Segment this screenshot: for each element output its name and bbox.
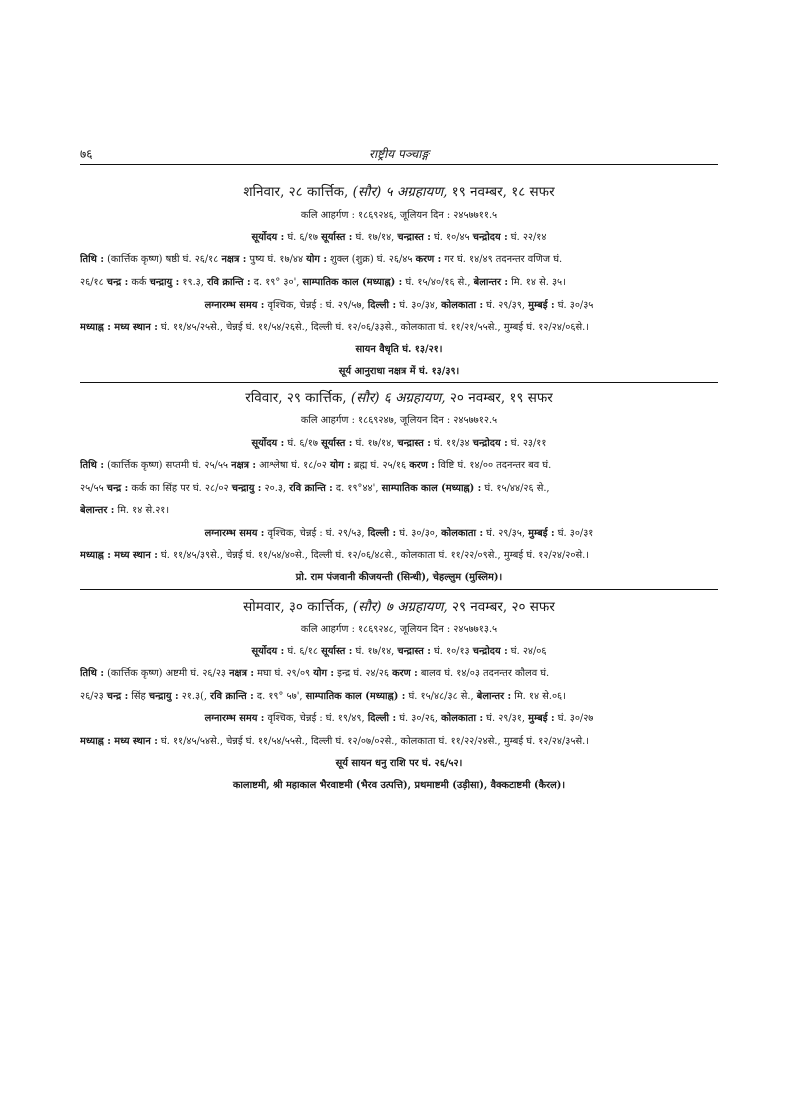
suryoday-value: घं. ६/१८ [284, 646, 322, 657]
suryoday-value: घं. ६/१७ [284, 232, 322, 243]
extra-text: सायन वैधृति घं. १३/२१। [355, 344, 443, 355]
chandrayu-label: चन्द्रायु : [231, 483, 262, 494]
karan-continued: २६/१८ [80, 277, 107, 288]
karan-label: करण : [392, 668, 418, 679]
kolkata-label: कोलकाता : [441, 300, 484, 311]
chandra-line [80, 687, 718, 707]
karan-continued: २५/५५ [80, 483, 107, 494]
mumbai-label: मुम्बई : [528, 528, 555, 539]
tithi-label: तिथि : [80, 254, 104, 265]
tithi-value: (कार्त्तिक कृष्ण) षष्ठी घं. २६/१८ [103, 254, 222, 265]
suryoday-label: सूर्योदय : [251, 438, 285, 449]
kali-text: कलि आहर्गण : १८६९२४६, जूलियन दिन : २४५७७११.५ [300, 210, 498, 221]
extra-line [80, 340, 718, 360]
madhya-value: घं. ११/४५/५४से., चेन्नई घं. ११/५४/५५से., दिल्ली घं. १२/०७/०२से., कोलकाता घं. ११/२२/२४से., मुम्बई घं. १२/२४/३५से.। [157, 736, 589, 747]
lagna-chennai: वृश्चिक, चेन्नई : घं. २९/५३, [264, 528, 368, 539]
tithi-line [80, 664, 718, 684]
entry-divider [80, 589, 718, 590]
mumbai-label: मुम्बई : [528, 300, 555, 311]
lagna-label: लग्नारम्भ समय : [204, 300, 265, 311]
belantar-value: मि. १४ से. ३५। [508, 277, 566, 288]
chandroday-label: चन्द्रोदय : [472, 646, 508, 657]
madhya-label: मध्याह्न : मध्य स्थान : [80, 322, 158, 333]
chandra-value: कर्क का सिंह पर घं. २८/०२ [128, 483, 232, 494]
madhya-line [80, 546, 718, 566]
heading-greg: २० नवम्बर, १९ सफर [445, 390, 553, 406]
tithi-value: (कार्त्तिक कृष्ण) अष्टमी घं. २६/२३ [103, 668, 230, 679]
nakshatra-label: नक्षत्र : [231, 460, 257, 471]
madhya-value: घं. ११/४५/२५से., चेन्नई घं. ११/५४/२६से., दिल्ली घं. १२/०६/३३से., कोलकाता घं. ११/२१/५५से., मुम्बई घं. १२/२४/०६से.। [157, 322, 589, 333]
lagna-chennai: वृश्चिक, चेन्नई : घं. २९/५७, [264, 300, 368, 311]
chandra-label: चन्द्र : [106, 483, 129, 494]
nakshatra-value: आश्लेषा घं. १८/०२ [256, 460, 330, 471]
sampatik-value: घं. १५/४०/१६ से., [402, 277, 474, 288]
kranti-value: द. १९°४४', [332, 483, 382, 494]
chandra-line [80, 479, 718, 499]
mumbai-label: मुम्बई : [528, 713, 555, 724]
chandrast-label: चन्द्रास्त : [397, 646, 431, 657]
kolkata-label: कोलकाता : [441, 528, 484, 539]
kranti-label: रवि क्रान्ति : [210, 691, 254, 702]
mumbai-value: घं. ३०/२७ [554, 713, 594, 724]
chandrayu-label: चन्द्रायु : [149, 277, 180, 288]
kolkata-value: घं. २९/३५, [483, 528, 529, 539]
tithi-line [80, 250, 718, 270]
extra-text: सूर्य आनुराधा नक्षत्र में घं. १३/३९। [338, 366, 460, 377]
heading-date: रविवार, २९ कार्त्तिक, [245, 390, 351, 406]
tithi-label: तिथि : [80, 668, 104, 679]
suryoday-value: घं. ६/१७ [284, 438, 322, 449]
chandra-line [80, 273, 718, 293]
delhi-value: घं. ३०/३०, [396, 528, 442, 539]
kali-text: कलि आहर्गण : १८६९२४७, जूलियन दिन : २४५७७१२.५ [300, 415, 498, 426]
belantar-value: मि. १४ से.०६। [511, 691, 566, 702]
lagna-line [80, 296, 718, 316]
delhi-value: घं. ३०/२६, [396, 713, 442, 724]
belantar-label: बेलान्तर : [476, 691, 512, 702]
nakshatra-label: नक्षत्र : [221, 254, 247, 265]
day-heading [80, 181, 718, 203]
suryast-label: सूर्यास्त : [321, 646, 353, 657]
nakshatra-value: मघा घं. २९/०९ [254, 668, 314, 679]
sun-line [80, 434, 718, 454]
suryast-label: सूर्यास्त : [321, 438, 353, 449]
madhya-value: घं. ११/४५/३९से., चेन्नई घं. ११/५४/४०से., दिल्ली घं. १२/०६/४८से., कोलकाता घं. ११/२२/०९से., मुम्बई घं. १२/२४/२०से.। [157, 550, 589, 561]
yoga-label: योग : [329, 460, 351, 471]
extra-text: कालाष्टमी, श्री महाकाल भैरवाष्टमी (भैरव उत्पत्ति), प्रथमाष्टमी (उड़ीसा), वैक्कटाष्टमी (कैरल)। [232, 780, 566, 791]
chandroday-value: घं. २३/११ [507, 438, 547, 449]
suryast-label: सूर्यास्त : [321, 232, 353, 243]
madhya-line [80, 318, 718, 338]
belantar-label: बेलान्तर : [473, 277, 509, 288]
chandroday-value: घं. २४/०६ [507, 646, 547, 657]
sampatik-label: साम्पातिक काल (मध्याह्न) : [381, 483, 482, 494]
header-rule [80, 164, 718, 165]
chandrayu-label: चन्द्रायु : [148, 691, 179, 702]
heading-date: सोमवार, ३० कार्त्तिक, [243, 599, 353, 615]
yoga-label: योग : [306, 254, 327, 265]
karan-value: बालव घं. १४/०३ तदनन्तर कौलव घं. [417, 668, 550, 679]
karan-continued: २६/२३ [80, 691, 107, 702]
page-number: ७६ [80, 147, 93, 161]
tithi-label: तिथि : [80, 460, 104, 471]
suryoday-label: सूर्योदय : [251, 232, 285, 243]
chandrayu-value: २०.३, [261, 483, 290, 494]
delhi-label: दिल्ली : [367, 713, 397, 724]
extra-line [80, 568, 718, 588]
madhya-label: मध्याह्न : मध्य स्थान : [80, 550, 158, 561]
kolkata-value: घं. २९/३९, [483, 300, 529, 311]
kali-line [80, 411, 718, 431]
chandroday-label: चन्द्रोदय : [472, 438, 508, 449]
karan-label: करण : [409, 460, 435, 471]
chandra-label: चन्द्र : [106, 691, 129, 702]
delhi-value: घं. ३०/३४, [396, 300, 442, 311]
delhi-label: दिल्ली : [367, 528, 397, 539]
madhya-line [80, 732, 718, 752]
kolkata-label: कोलकाता : [441, 713, 484, 724]
chandra-value: कर्क [128, 277, 150, 288]
heading-saur: (सौर) ५ अग्रहायण, [352, 184, 448, 200]
belantar-label: बेलान्तर : [80, 505, 115, 516]
kranti-label: रवि क्रान्ति : [289, 483, 333, 494]
karan-value: विष्टि घं. १४/०० तदनन्तर बव घं. [434, 460, 552, 471]
nakshatra-value: पुष्य घं. १७/४४ [246, 254, 307, 265]
lagna-chennai: वृश्चिक, चेन्नई : घं. १९/४९, [264, 713, 368, 724]
suryoday-label: सूर्योदय : [251, 646, 285, 657]
chandrast-value: घं. १०/१३ [430, 646, 473, 657]
chandrayu-value: १९.३, [179, 277, 208, 288]
sampatik-value: घं. १५/४८/३८ से., [405, 691, 477, 702]
kranti-value: द. १९° ५७', [253, 691, 306, 702]
chandrast-label: चन्द्रास्त : [397, 438, 431, 449]
yoga-value: इन्द्र घं. २४/२६ [334, 668, 393, 679]
day-heading [80, 596, 718, 618]
chandroday-label: चन्द्रोदय : [472, 232, 508, 243]
page-header [80, 145, 718, 165]
kali-text: कलि आहर्गण : १८६९२४८, जूलियन दिन : २४५७७१३.५ [300, 624, 498, 635]
chandrast-label: चन्द्रास्त : [397, 232, 431, 243]
yoga-value: ब्रह्म घं. २५/१६ [350, 460, 410, 471]
kranti-label: रवि क्रान्ति : [207, 277, 251, 288]
tithi-line [80, 456, 718, 476]
heading-date: शनिवार, २८ कार्त्तिक, [243, 184, 353, 200]
lagna-label: लग्नारम्भ समय : [204, 528, 265, 539]
suryast-value: घं. १७/१४, [352, 646, 398, 657]
kali-line [80, 206, 718, 226]
sampatik-label: साम्पातिक काल (मध्याह्न) : [305, 691, 406, 702]
lagna-line [80, 709, 718, 729]
extra-line [80, 776, 718, 796]
madhya-label: मध्याह्न : मध्य स्थान : [80, 736, 158, 747]
day-heading [80, 387, 718, 409]
chandroday-value: घं. २२/१४ [507, 232, 547, 243]
yoga-label: योग : [313, 668, 335, 679]
delhi-label: दिल्ली : [367, 300, 397, 311]
heading-saur: (सौर) ६ अग्रहायण, [350, 390, 446, 406]
sampatik-label: साम्पातिक काल (मध्याह्न) : [302, 277, 403, 288]
extra-line [80, 754, 718, 774]
karan-value: गर घं. १४/४९ तदनन्तर वणिज घं. [441, 254, 563, 265]
heading-greg: १९ नवम्बर, १८ सफर [447, 184, 555, 200]
extra-text: प्रो. राम पंजवानी कीजयन्ती (सिन्धी), चेहल्लुम (मुस्लिम)। [295, 572, 503, 583]
belantar-line [80, 501, 718, 521]
nakshatra-label: नक्षत्र : [229, 668, 255, 679]
chandrast-value: घं. ११/३४ [430, 438, 473, 449]
tithi-value: (कार्त्तिक कृष्ण) सप्तमी घं. २५/५५ [103, 460, 232, 471]
chandra-value: सिंह [128, 691, 149, 702]
sampatik-value: घं. १५/४४/२६ से., [481, 483, 550, 494]
heading-saur: (सौर) ७ अग्रहायण, [352, 599, 448, 615]
kali-line [80, 620, 718, 640]
suryast-value: घं. १७/१४, [352, 232, 398, 243]
entry-divider [80, 382, 718, 383]
sun-line [80, 228, 718, 248]
mumbai-value: घं. ३०/३५ [554, 300, 594, 311]
kranti-value: द. १९° ३०', [250, 277, 303, 288]
kolkata-value: घं. २९/३१, [483, 713, 529, 724]
belantar-value: मि. १४ से.२१। [114, 505, 170, 516]
sun-line [80, 642, 718, 662]
karan-label: करण : [415, 254, 442, 265]
chandrast-value: घं. १०/४५ [430, 232, 473, 243]
extra-line [80, 362, 718, 382]
mumbai-value: घं. ३०/३१ [554, 528, 594, 539]
extra-text: सूर्य सायन धनु राशि पर घं. २६/५२। [335, 758, 463, 769]
suryast-value: घं. १७/१४, [352, 438, 398, 449]
chandrayu-value: २१.३(, [178, 691, 211, 702]
heading-greg: २९ नवम्बर, २० सफर [447, 599, 555, 615]
yoga-value: शुक्ल (शुक्र) घं. २६/४५ [326, 254, 416, 265]
running-title: राष्ट्रीय पञ्चाङ्ग [369, 147, 429, 161]
lagna-line [80, 524, 718, 544]
lagna-label: लग्नारम्भ समय : [204, 713, 265, 724]
chandra-label: चन्द्र : [106, 277, 129, 288]
